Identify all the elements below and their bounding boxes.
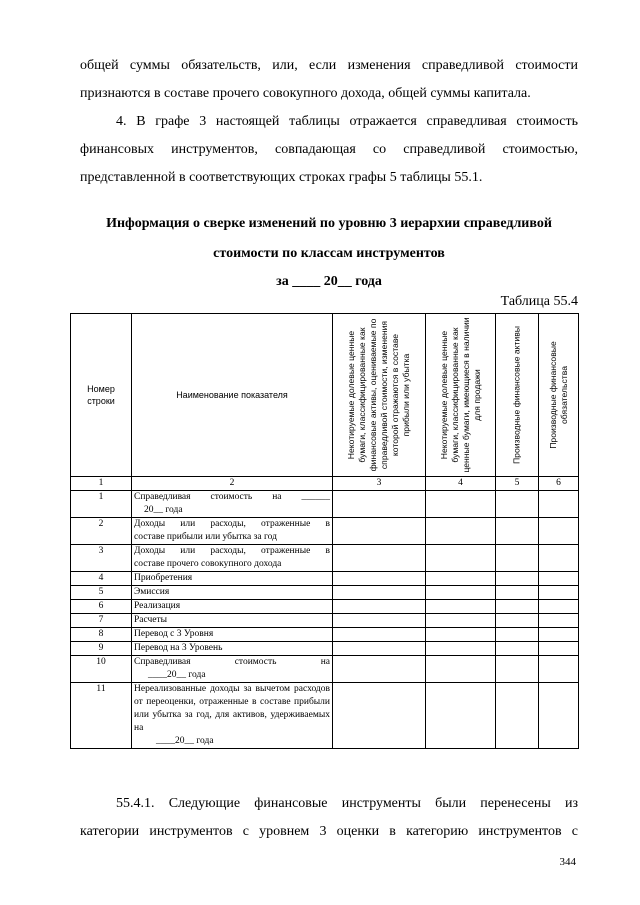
row-number: 2 <box>71 518 132 545</box>
value-cell[interactable] <box>333 628 426 642</box>
row-indicator-line: Доходы или расходы, отраженные в <box>134 519 330 529</box>
value-cell[interactable] <box>539 683 579 749</box>
intro-line-1: общей суммы обязательств, или, если изменения справедливой стоимости <box>80 58 578 73</box>
header-col-4 <box>426 314 496 477</box>
header-col-5 <box>496 314 539 477</box>
table-row <box>71 545 579 572</box>
table-caption: Таблица 55.4 <box>500 294 578 309</box>
header-indicator: Наименование показателя <box>132 314 333 477</box>
row-indicator-line: Приобретения <box>134 573 193 583</box>
value-cell[interactable] <box>496 600 539 614</box>
section-55-4-1-line-1: 55.4.1. Следующие финансовые инструменты были перенесены из <box>116 796 578 811</box>
column-number: 5 <box>496 477 539 491</box>
row-indicator-line: Перевод на 3 Уровень <box>134 643 223 653</box>
intro-line-2: признаются в составе прочего совокупного дохода, общей суммы капитала. <box>80 86 531 101</box>
table-row <box>71 572 579 586</box>
value-cell[interactable] <box>426 545 496 572</box>
page-number: 344 <box>559 856 576 868</box>
value-cell[interactable] <box>426 491 496 518</box>
row-number: 10 <box>71 656 132 683</box>
column-number: 3 <box>333 477 426 491</box>
row-indicator-line: составе прочего совокупного дохода <box>134 559 282 569</box>
value-cell[interactable] <box>496 545 539 572</box>
row-number: 4 <box>71 572 132 586</box>
section-55-4-1-line-2: категории инструментов с уровнем 3 оценки в категорию инструментов с <box>80 824 578 839</box>
row-number: 5 <box>71 586 132 600</box>
header-row-number: Номер строки <box>71 314 132 477</box>
row-indicator <box>132 683 333 749</box>
row-indicator <box>132 600 333 614</box>
row-indicator-line: 20__ года <box>144 505 183 515</box>
value-cell[interactable] <box>426 642 496 656</box>
value-cell[interactable] <box>333 545 426 572</box>
value-cell[interactable] <box>496 614 539 628</box>
value-cell[interactable] <box>333 614 426 628</box>
value-cell[interactable] <box>496 683 539 749</box>
value-cell[interactable] <box>426 586 496 600</box>
row-number: 3 <box>71 545 132 572</box>
value-cell[interactable] <box>496 518 539 545</box>
column-number: 6 <box>539 477 579 491</box>
value-cell[interactable] <box>539 572 579 586</box>
value-cell[interactable] <box>426 600 496 614</box>
value-cell[interactable] <box>539 586 579 600</box>
row-number: 6 <box>71 600 132 614</box>
value-cell[interactable] <box>496 586 539 600</box>
value-cell[interactable] <box>333 572 426 586</box>
value-cell[interactable] <box>496 572 539 586</box>
row-indicator-line: Нереализованные доходы за вычетом расходов от переоценки, отраженные в составе прибыли или убытка за год, для активов, удерживаемых на <box>134 684 330 733</box>
value-cell[interactable] <box>539 600 579 614</box>
header-col-4-text: Некотируемые долевые ценные бумаги, классифицированные как ценные бумаги, имеющиеся в наличии для продажи <box>438 317 482 473</box>
table-row <box>71 518 579 545</box>
header-col-3 <box>333 314 426 477</box>
value-cell[interactable] <box>539 628 579 642</box>
row-indicator <box>132 572 333 586</box>
table-heading-line-1: Информация о сверке изменений по уровню 3 иерархии справедливой <box>106 216 552 231</box>
row-indicator-line: Расчеты <box>134 615 168 625</box>
value-cell[interactable] <box>333 586 426 600</box>
table-row <box>71 614 579 628</box>
row-indicator-line: ____20__ года <box>148 670 206 680</box>
reconciliation-table <box>70 313 579 749</box>
value-cell[interactable] <box>539 518 579 545</box>
row-indicator <box>132 586 333 600</box>
column-number-row <box>71 477 579 491</box>
value-cell[interactable] <box>496 491 539 518</box>
row-indicator <box>132 545 333 572</box>
row-indicator <box>132 642 333 656</box>
header-col-6-text: Производные финансовые обязательства <box>547 341 569 449</box>
header-col-6 <box>539 314 579 477</box>
value-cell[interactable] <box>426 683 496 749</box>
row-indicator-line: ____20__ года <box>156 736 214 746</box>
table-row <box>71 491 579 518</box>
value-cell[interactable] <box>333 491 426 518</box>
intro-paragraph <box>80 52 578 108</box>
value-cell[interactable] <box>496 628 539 642</box>
row-indicator <box>132 614 333 628</box>
value-cell[interactable] <box>426 518 496 545</box>
column-number: 2 <box>132 477 333 491</box>
row-number: 7 <box>71 614 132 628</box>
header-col-5-text: Производные финансовые активы <box>511 326 522 464</box>
value-cell[interactable] <box>496 642 539 656</box>
row-indicator <box>132 656 333 683</box>
row-indicator-line: Реализация <box>134 601 181 611</box>
row-indicator-line: Перевод с 3 Уровня <box>134 629 214 639</box>
row-indicator <box>132 628 333 642</box>
row-indicator-line: Справедливая стоимость на <box>134 657 330 667</box>
value-cell[interactable] <box>333 642 426 656</box>
column-number: 1 <box>71 477 132 491</box>
table-row <box>71 586 579 600</box>
value-cell[interactable] <box>539 491 579 518</box>
row-indicator-line: составе прибыли или убытка за год <box>134 532 277 542</box>
row-indicator <box>132 491 333 518</box>
row-number: 8 <box>71 628 132 642</box>
value-cell[interactable] <box>496 656 539 683</box>
table-heading-line-2: стоимости по классам инструментов <box>213 246 445 261</box>
value-cell[interactable] <box>539 545 579 572</box>
row-indicator <box>132 518 333 545</box>
row-number: 1 <box>71 491 132 518</box>
value-cell[interactable] <box>333 683 426 749</box>
item-4-paragraph <box>80 108 578 192</box>
table-heading-period: за ____ 20__ года <box>276 274 382 289</box>
value-cell[interactable] <box>426 614 496 628</box>
table-row <box>71 628 579 642</box>
value-cell[interactable] <box>426 572 496 586</box>
section-55-4-1-paragraph <box>80 790 578 846</box>
value-cell[interactable] <box>333 600 426 614</box>
row-indicator-line: Доходы или расходы, отраженные в <box>134 546 330 556</box>
table-row <box>71 642 579 656</box>
value-cell[interactable] <box>539 656 579 683</box>
table-header-row <box>71 314 579 477</box>
table-row <box>71 683 579 749</box>
header-col-3-text: Некотируемые долевые ценные бумаги, классифицированные как финансовые активы, оцениваемые по справедливой стоимости, изменения которой отражаются в составе прибыли или убытка <box>346 318 411 472</box>
item-4-text: 4. В графе 3 настоящей таблицы отражается справедливая стоимость финансовых инструментов, совпадающая со справедливой стоимостью, представленной в соответствующих строках графы 5 таблицы 55.1. <box>80 114 578 185</box>
value-cell[interactable] <box>426 656 496 683</box>
table-row <box>71 600 579 614</box>
row-number: 11 <box>71 683 132 749</box>
row-number: 9 <box>71 642 132 656</box>
value-cell[interactable] <box>333 656 426 683</box>
table-row <box>71 656 579 683</box>
row-indicator-line: Эмиссия <box>134 587 170 597</box>
value-cell[interactable] <box>426 628 496 642</box>
row-indicator-line: Справедливая стоимость на ______ <box>134 492 330 502</box>
value-cell[interactable] <box>539 642 579 656</box>
value-cell[interactable] <box>539 614 579 628</box>
column-number: 4 <box>426 477 496 491</box>
value-cell[interactable] <box>333 518 426 545</box>
